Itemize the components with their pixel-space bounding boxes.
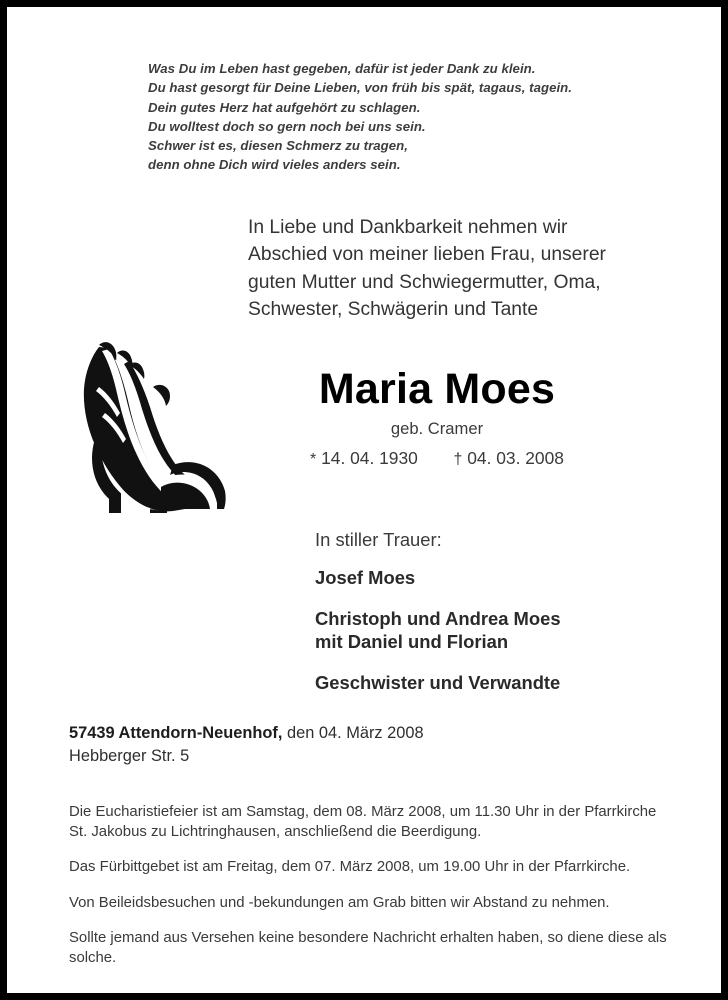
death-date: 04. 03. 2008 xyxy=(467,448,564,468)
notice-paragraph: Von Beileidsbesuchen und -bekundungen am Grab bitten wir Abstand zu nehmen. xyxy=(69,894,610,911)
mourners-heading: In stiller Trauer: xyxy=(315,529,442,550)
verse-line: Was Du im Leben hast gegeben, dafür ist jeder Dank zu klein. xyxy=(148,61,536,76)
maiden-name: geb. Cramer xyxy=(390,419,484,438)
memorial-verse xyxy=(148,59,628,175)
place-line xyxy=(69,722,669,745)
mourner-secondary: mit Daniel und Florian xyxy=(315,631,509,652)
verse-line: Schwer ist es, diesen Schmerz zu tragen, xyxy=(148,138,408,154)
postal-city: 57439 Attendorn-Neuenhof, xyxy=(69,724,283,742)
verse-line: Dein gutes Herz hat aufgehört zu schlagen. xyxy=(148,99,421,115)
dedication-line: guten Mutter und Schwiegermutter, Oma, xyxy=(248,271,601,293)
verse-line: Du hast gesorgt für Deine Lieben, von früh bis spät, tagaus, tagein. xyxy=(148,80,572,96)
mourner-primary: Geschwister und Verwandte xyxy=(315,672,561,693)
place-and-date-block xyxy=(69,722,669,768)
identity-block xyxy=(248,365,626,472)
service-notices xyxy=(69,787,675,968)
dedication-line: Abschied von meiner lieben Frau, unserer xyxy=(248,244,606,266)
street-address: Hebberger Str. 5 xyxy=(69,747,190,765)
dedication-block xyxy=(248,214,626,324)
death-cross-icon: † xyxy=(453,451,463,468)
mourner-group xyxy=(315,671,635,694)
mourners-block xyxy=(315,527,635,694)
praying-hands-icon xyxy=(65,327,227,513)
notice-paragraph: Das Fürbittgebet ist am Freitag, dem 07. März 2008, um 19.00 Uhr in der Pfarrkirche. xyxy=(69,859,631,876)
notice-paragraph: Die Eucharistiefeier ist am Samstag, dem 08. März 2008, um 11.30 Uhr in der Pfarrkirche St. Jakobus zu Lichtringhausen, anschließend die Beerdigung. xyxy=(69,803,657,841)
mourner-group xyxy=(315,566,635,589)
place-date: den 04. März 2008 xyxy=(282,724,424,742)
mourner-group xyxy=(315,607,635,653)
verse-line: Du wolltest doch so gern noch bei uns sein. xyxy=(148,118,426,134)
mourner-primary: Christoph und Andrea Moes xyxy=(315,608,561,629)
life-dates xyxy=(248,446,626,472)
dedication-line: In Liebe und Dankbarkeit nehmen wir xyxy=(248,217,568,238)
birth-date: 14. 04. 1930 xyxy=(321,448,418,468)
deceased-name: Maria Moes xyxy=(318,365,556,413)
notice-paragraph: Sollte jemand aus Versehen keine besondere Nachricht erhalten haben, so diene diese als solche. xyxy=(69,929,667,967)
birth-star-icon: * xyxy=(310,451,317,468)
obituary-page xyxy=(7,7,721,993)
verse-line: denn ohne Dich wird vieles anders sein. xyxy=(148,157,401,173)
dedication-line: Schwester, Schwägerin und Tante xyxy=(248,299,539,321)
mourner-primary: Josef Moes xyxy=(315,567,416,588)
